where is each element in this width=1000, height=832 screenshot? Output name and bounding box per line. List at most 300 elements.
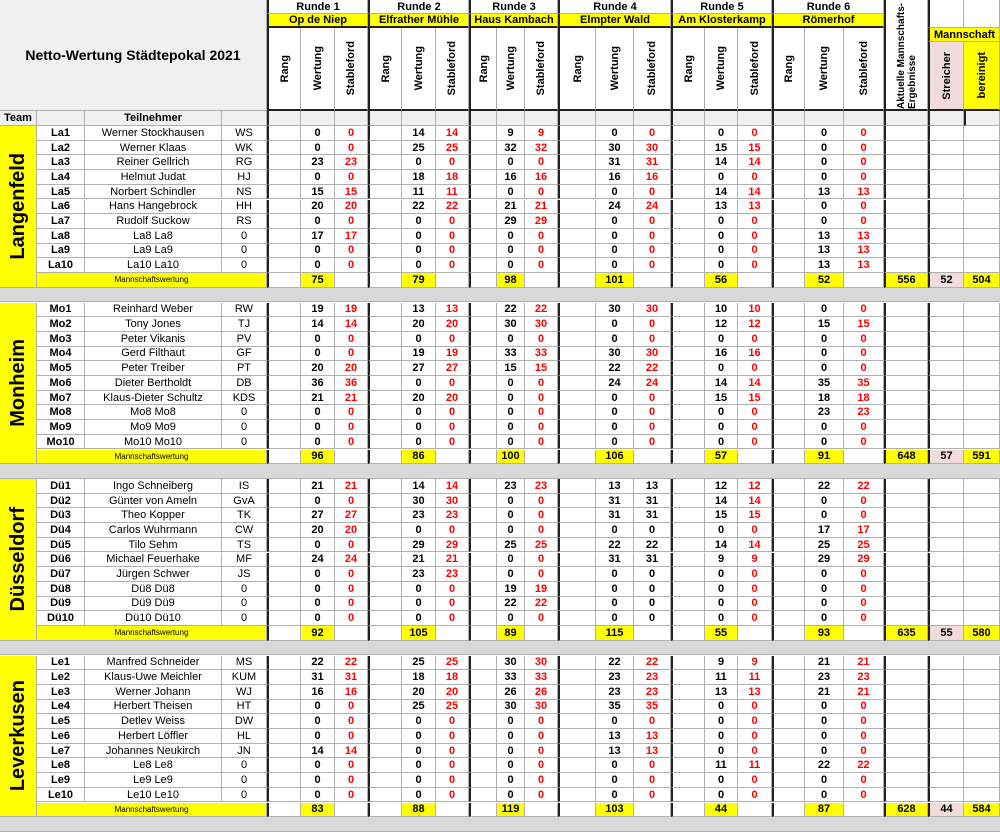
rang-cell (267, 420, 301, 435)
player-name: Detlev Weiss (85, 714, 222, 729)
stableford-cell: 0 (738, 597, 772, 612)
wertung-cell: 15 (705, 141, 738, 156)
rang-cell (772, 155, 805, 170)
wertung-cell: 0 (402, 714, 436, 729)
stableford-cell: 0 (436, 758, 469, 773)
blank-cell (844, 626, 884, 641)
rang-cell (671, 155, 705, 170)
wertung-cell: 26 (497, 685, 525, 700)
rang-cell (558, 391, 596, 406)
player-name: Mo8 Mo8 (85, 405, 222, 420)
round-label: Runde 6 (772, 0, 884, 14)
stableford-cell: 24 (634, 376, 671, 391)
wertung-cell: 0 (301, 582, 335, 597)
player-initials: JN (222, 744, 267, 759)
wertung-cell: 0 (596, 523, 634, 538)
player-name: Dieter Bertholdt (85, 376, 222, 391)
blank-cell (558, 273, 596, 288)
rang-cell (368, 758, 402, 773)
stableford-cell: 0 (738, 714, 772, 729)
rang-cell (558, 700, 596, 715)
wertung-cell: 23 (805, 670, 844, 685)
blank-cell (402, 111, 436, 126)
rang-cell (368, 538, 402, 553)
stableford-cell: 17 (335, 229, 368, 244)
wertung-cell: 14 (301, 744, 335, 759)
wertung-cell: 0 (402, 773, 436, 788)
blank-cell (671, 111, 705, 126)
rang-cell (671, 361, 705, 376)
wertung-cell: 0 (805, 200, 844, 215)
wertung-cell: 24 (596, 200, 634, 215)
player-code: La1 (37, 126, 85, 141)
player-initials: GvA (222, 494, 267, 509)
stableford-cell: 0 (634, 788, 671, 803)
rang-cell (267, 744, 301, 759)
wertung-cell: 31 (596, 553, 634, 568)
rang-cell (772, 214, 805, 229)
rang-cell (772, 700, 805, 715)
column-header-rang (368, 28, 402, 111)
rang-cell (267, 126, 301, 141)
rang-cell (469, 700, 497, 715)
stableford-cell: 0 (738, 582, 772, 597)
blank-cell (267, 626, 301, 641)
player-name: Le9 Le9 (85, 773, 222, 788)
round-total: 101 (596, 273, 634, 288)
rang-cell (469, 405, 497, 420)
round-total: 86 (402, 450, 436, 465)
player-code: Le2 (37, 670, 85, 685)
rang-cell (368, 523, 402, 538)
column-header-rang-text: Rang (682, 54, 695, 83)
stableford-cell: 22 (634, 656, 671, 671)
player-name: Günter von Ameln (85, 494, 222, 509)
stableford-cell: 0 (436, 744, 469, 759)
stableford-cell: 18 (844, 391, 884, 406)
wertung-cell: 0 (805, 347, 844, 362)
rang-cell (671, 494, 705, 509)
wertung-cell: 0 (705, 170, 738, 185)
blank-cell (964, 200, 1000, 215)
blank-cell (634, 111, 671, 126)
wertung-cell: 0 (497, 391, 525, 406)
wertung-cell: 13 (805, 229, 844, 244)
stableford-cell: 25 (844, 538, 884, 553)
wertung-cell: 21 (402, 553, 436, 568)
stableford-cell: 21 (335, 391, 368, 406)
column-header-wertung (705, 28, 738, 111)
stableford-cell: 20 (436, 391, 469, 406)
stableford-cell: 9 (525, 126, 558, 141)
player-code: Dü4 (37, 523, 85, 538)
stableford-cell: 0 (738, 361, 772, 376)
wertung-cell: 0 (596, 582, 634, 597)
wertung-cell: 0 (805, 729, 844, 744)
rang-cell (368, 229, 402, 244)
rang-cell (267, 214, 301, 229)
round-total: 57 (705, 450, 738, 465)
wertung-cell: 0 (497, 773, 525, 788)
stableford-cell: 21 (436, 553, 469, 568)
player-code: Mo10 (37, 435, 85, 450)
wertung-cell: 0 (596, 391, 634, 406)
round-venue: Elmpter Wald (558, 14, 671, 28)
stableford-cell: 0 (525, 420, 558, 435)
rang-cell (368, 553, 402, 568)
player-code: Dü8 (37, 582, 85, 597)
rang-cell (671, 479, 705, 494)
round-total: 87 (805, 803, 844, 818)
blank-cell (772, 450, 805, 465)
blank-cell (634, 803, 671, 818)
stableford-cell: 0 (844, 567, 884, 582)
player-code: Mo5 (37, 361, 85, 376)
stableford-cell: 0 (436, 435, 469, 450)
rang-cell (671, 773, 705, 788)
wertung-cell: 0 (301, 597, 335, 612)
blank-cell (964, 185, 1000, 200)
stableford-cell: 0 (335, 126, 368, 141)
aktuelle-ergebnis: 628 (884, 803, 928, 818)
rang-cell (558, 582, 596, 597)
rang-cell (267, 567, 301, 582)
rang-cell (558, 347, 596, 362)
blank-cell (884, 200, 928, 215)
wertung-cell: 22 (596, 656, 634, 671)
rang-cell (558, 317, 596, 332)
rang-cell (772, 200, 805, 215)
blank-cell (928, 111, 964, 126)
blank-cell (267, 450, 301, 465)
wertung-cell: 9 (497, 126, 525, 141)
stableford-cell: 0 (844, 773, 884, 788)
blank-cell (884, 582, 928, 597)
column-header-stableford (738, 28, 772, 111)
rang-cell (368, 126, 402, 141)
blank-cell (964, 553, 1000, 568)
stableford-cell: 0 (738, 405, 772, 420)
wertung-cell: 0 (301, 758, 335, 773)
column-header-stableford (844, 28, 884, 111)
aktuelle-ergebnis: 635 (884, 626, 928, 641)
rang-cell (558, 538, 596, 553)
blank-cell (964, 758, 1000, 773)
wertung-cell: 14 (705, 538, 738, 553)
wertung-cell: 0 (596, 714, 634, 729)
rang-cell (267, 435, 301, 450)
blank-cell (558, 803, 596, 818)
stableford-cell: 0 (844, 361, 884, 376)
rang-cell (469, 258, 497, 273)
rang-cell (772, 303, 805, 318)
rang-cell (267, 317, 301, 332)
player-code: Le9 (37, 773, 85, 788)
rang-cell (772, 420, 805, 435)
rang-cell (671, 258, 705, 273)
bereinigt-value: 584 (964, 803, 1000, 818)
player-initials: 0 (222, 773, 267, 788)
rang-cell (469, 553, 497, 568)
wertung-cell: 0 (596, 185, 634, 200)
blank-cell (928, 788, 964, 803)
blank-cell (738, 803, 772, 818)
rang-cell (671, 244, 705, 259)
rang-cell (368, 435, 402, 450)
wertung-cell: 16 (301, 685, 335, 700)
stableford-cell: 15 (738, 141, 772, 156)
rang-cell (558, 670, 596, 685)
rang-cell (772, 435, 805, 450)
blank-cell (928, 538, 964, 553)
blank-cell (964, 597, 1000, 612)
stableford-cell: 16 (634, 170, 671, 185)
rang-cell (671, 744, 705, 759)
player-initials: RW (222, 303, 267, 318)
player-code: Le3 (37, 685, 85, 700)
round-total: 98 (497, 273, 525, 288)
stableford-cell: 30 (436, 494, 469, 509)
rang-cell (558, 508, 596, 523)
rang-cell (558, 258, 596, 273)
rang-cell (671, 405, 705, 420)
blank-cell (928, 744, 964, 759)
player-initials: IS (222, 479, 267, 494)
blank-cell (469, 626, 497, 641)
stableford-cell: 25 (436, 656, 469, 671)
stableford-cell: 0 (844, 332, 884, 347)
stableford-cell: 0 (525, 567, 558, 582)
stableford-cell: 0 (844, 214, 884, 229)
stableford-cell: 21 (844, 685, 884, 700)
blank-cell (928, 126, 964, 141)
rang-cell (772, 611, 805, 626)
rang-cell (267, 155, 301, 170)
blank-cell (964, 773, 1000, 788)
stableford-cell: 0 (335, 170, 368, 185)
player-initials: PV (222, 332, 267, 347)
wertung-cell: 0 (402, 258, 436, 273)
wertung-cell: 0 (301, 567, 335, 582)
player-initials: TS (222, 538, 267, 553)
rang-cell (772, 141, 805, 156)
blank-cell (928, 200, 964, 215)
blank-cell (884, 126, 928, 141)
stableford-cell: 20 (436, 685, 469, 700)
rang-cell (267, 656, 301, 671)
wertung-cell: 13 (402, 303, 436, 318)
player-name: Gerd Filthaut (85, 347, 222, 362)
stableford-cell: 0 (738, 729, 772, 744)
player-name: Peter Treiber (85, 361, 222, 376)
round-total: 44 (705, 803, 738, 818)
wertung-cell: 30 (497, 656, 525, 671)
player-name: Le10 Le10 (85, 788, 222, 803)
blank-cell (964, 244, 1000, 259)
blank-cell (928, 170, 964, 185)
blank-cell (884, 170, 928, 185)
blank-cell (558, 111, 596, 126)
column-header-bereinigt-text: bereinigt (975, 52, 988, 99)
wertung-cell: 0 (705, 611, 738, 626)
rang-cell (267, 611, 301, 626)
column-header-wertung-text: Wertung (715, 46, 727, 91)
rang-cell (368, 685, 402, 700)
wertung-cell: 25 (402, 656, 436, 671)
wertung-cell: 0 (301, 126, 335, 141)
wertung-cell: 22 (301, 656, 335, 671)
wertung-cell: 15 (805, 317, 844, 332)
column-header-stableford (634, 28, 671, 111)
rang-cell (267, 258, 301, 273)
wertung-cell: 31 (301, 670, 335, 685)
stableford-cell: 0 (525, 758, 558, 773)
player-code: Le7 (37, 744, 85, 759)
rang-cell (469, 567, 497, 582)
wertung-cell: 0 (497, 229, 525, 244)
stableford-cell: 13 (844, 229, 884, 244)
blank-cell (964, 391, 1000, 406)
stableford-cell: 14 (436, 126, 469, 141)
wertung-cell: 0 (705, 361, 738, 376)
wertung-cell: 0 (705, 420, 738, 435)
wertung-cell: 27 (402, 361, 436, 376)
wertung-cell: 0 (705, 597, 738, 612)
rang-cell (671, 714, 705, 729)
rang-cell (267, 229, 301, 244)
rang-cell (558, 479, 596, 494)
blank-cell (335, 273, 368, 288)
separator-row (0, 464, 1000, 479)
rang-cell (469, 391, 497, 406)
wertung-cell: 0 (497, 185, 525, 200)
wertung-cell: 30 (596, 141, 634, 156)
stableford-cell: 0 (634, 714, 671, 729)
rang-cell (558, 214, 596, 229)
stableford-cell: 0 (335, 141, 368, 156)
wertung-cell: 0 (497, 611, 525, 626)
separator-row (0, 817, 1000, 832)
blank-cell (634, 626, 671, 641)
rang-cell (469, 244, 497, 259)
stableford-cell: 14 (335, 744, 368, 759)
team-name-text: Langenfeld (6, 153, 29, 260)
wertung-cell: 22 (497, 303, 525, 318)
rang-cell (368, 479, 402, 494)
stableford-cell: 0 (436, 714, 469, 729)
stableford-cell: 13 (738, 200, 772, 215)
stableford-cell: 23 (436, 508, 469, 523)
stableford-cell: 20 (335, 361, 368, 376)
stableford-cell: 0 (525, 391, 558, 406)
rang-cell (558, 553, 596, 568)
round-venue: Elfrather Mühle (368, 14, 469, 28)
player-name: Werner Stockhausen (85, 126, 222, 141)
wertung-cell: 15 (705, 391, 738, 406)
column-header-wertung-text: Wertung (412, 46, 425, 91)
wertung-cell: 0 (402, 758, 436, 773)
rang-cell (469, 714, 497, 729)
rang-cell (469, 685, 497, 700)
stableford-cell: 25 (525, 538, 558, 553)
stableford-cell: 0 (844, 126, 884, 141)
stableford-cell: 0 (335, 494, 368, 509)
wertung-cell: 0 (596, 773, 634, 788)
column-header-bereinigt (964, 42, 1000, 111)
rang-cell (671, 170, 705, 185)
stableford-cell: 0 (436, 729, 469, 744)
blank-cell (738, 626, 772, 641)
stableford-cell: 30 (634, 347, 671, 362)
wertung-cell: 19 (301, 303, 335, 318)
stableford-cell: 11 (738, 670, 772, 685)
wertung-cell: 0 (805, 155, 844, 170)
blank-cell (964, 141, 1000, 156)
stableford-cell: 29 (844, 553, 884, 568)
player-initials: TJ (222, 317, 267, 332)
rang-cell (267, 494, 301, 509)
blank-cell (928, 141, 964, 156)
player-initials: RS (222, 214, 267, 229)
blank-cell (884, 479, 928, 494)
rang-cell (267, 714, 301, 729)
blank-cell (964, 523, 1000, 538)
blank-cell (884, 670, 928, 685)
rang-cell (469, 582, 497, 597)
rang-cell (671, 200, 705, 215)
round-label: Runde 5 (671, 0, 772, 14)
rang-cell (558, 523, 596, 538)
rang-cell (267, 553, 301, 568)
rang-cell (469, 479, 497, 494)
stableford-cell: 0 (844, 494, 884, 509)
stableford-cell: 31 (634, 494, 671, 509)
wertung-cell: 0 (805, 141, 844, 156)
stableford-cell: 0 (844, 347, 884, 362)
column-header-wertung (596, 28, 634, 111)
wertung-cell: 0 (705, 773, 738, 788)
stableford-cell: 0 (634, 582, 671, 597)
blank-cell (671, 626, 705, 641)
wertung-cell: 29 (402, 538, 436, 553)
rang-cell (772, 597, 805, 612)
blank-cell (928, 361, 964, 376)
blank-cell (884, 347, 928, 362)
blank-cell (884, 758, 928, 773)
wertung-cell: 0 (301, 788, 335, 803)
player-name: Jürgen Schwer (85, 567, 222, 582)
bereinigt-value: 580 (964, 626, 1000, 641)
rang-cell (772, 391, 805, 406)
rang-cell (558, 758, 596, 773)
wertung-cell: 0 (596, 611, 634, 626)
blank-cell (844, 111, 884, 126)
column-header-wertung-text: Wertung (311, 46, 324, 91)
rang-cell (469, 758, 497, 773)
stableford-cell: 0 (525, 508, 558, 523)
blank-cell (928, 303, 964, 318)
column-header-wertung (805, 28, 844, 111)
wertung-cell: 0 (402, 523, 436, 538)
rang-cell (772, 744, 805, 759)
rang-cell (267, 170, 301, 185)
rang-cell (368, 317, 402, 332)
blank-cell (964, 347, 1000, 362)
wertung-cell: 0 (301, 258, 335, 273)
player-name: Dü10 Dü10 (85, 611, 222, 626)
stableford-cell: 0 (335, 435, 368, 450)
blank-cell (964, 685, 1000, 700)
